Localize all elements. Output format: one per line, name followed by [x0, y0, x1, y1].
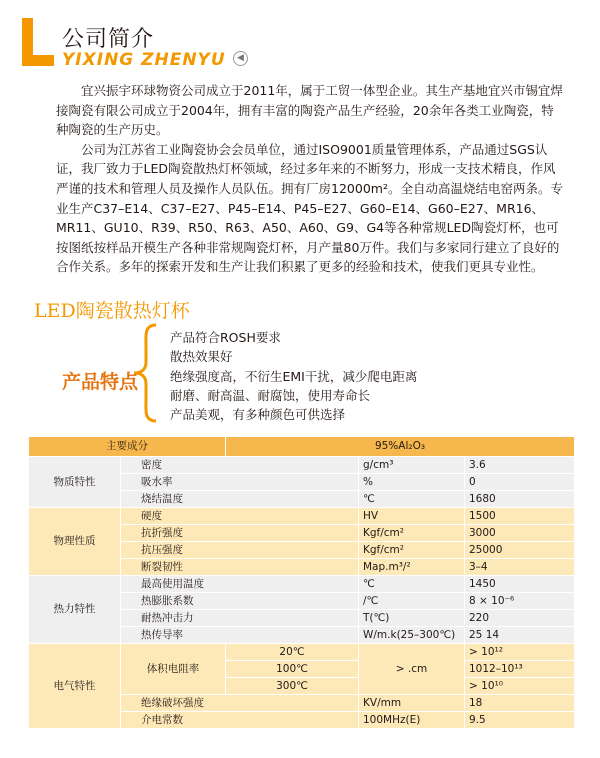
list-item: 散热效果好	[170, 349, 233, 365]
property-name: 抗压强度	[121, 542, 359, 559]
intro-paragraph: 公司为江苏省工业陶瓷协会会员单位，通过ISO9001质量管理体系，产品通过SGS认证，我厂致力于LED陶瓷散热灯杯领域，经过多年来的不断努力，形成一支技术精良，作风严谨的技术和管理人员及操作人员队伍。拥有厂房12000m²。全自动高温烧结电窑两条。专业生产C37–E14、C37–E27、P45–E14、P45–E27、G60–E14、G60–E27、MR16、MR11、GU10、R39、R50、R63、A50、A60、G9、G4等各种常规LED陶瓷灯杯，也可按图纸按样品开模生产各种非常规陶瓷灯杯，月产量80万件。我们与多家同行建立了良好的合作关系。多年的探索开发和生产让我们积累了更多的经验和技术，使我们更具专业性。	[56, 141, 563, 275]
property-value: 8 × 10⁻⁶	[465, 593, 575, 610]
property-value: 3000	[465, 525, 575, 542]
property-value: 0	[465, 474, 575, 491]
list-item: 产品符合ROSH要求	[170, 330, 281, 345]
property-value: 1450	[465, 576, 575, 593]
property-value: 220	[465, 610, 575, 627]
group-label: 物理性质	[29, 508, 121, 576]
property-name: 热传导率	[121, 627, 359, 644]
group-label: 电气特性	[29, 644, 121, 729]
property-unit: /℃	[359, 593, 465, 610]
property-name: 吸水率	[121, 474, 359, 491]
group-label: 热力特性	[29, 576, 121, 644]
property-unit: > .cm	[359, 644, 465, 695]
bracket-decoration	[22, 18, 54, 66]
property-name: 烧结温度	[121, 491, 359, 508]
intro-paragraph: 宜兴振宇环球物资公司成立于2011年，属于工贸一体型企业。其生产基地宜兴市锡宜焊接陶瓷有限公司成立于2004年，拥有丰富的陶瓷产品生产经验，20余年各类工业陶瓷，特种陶瓷的生产历史。	[56, 83, 563, 138]
list-item: 绝缘强度高，不衍生EMI干扰，减少爬电距离	[170, 368, 418, 384]
company-name: YIXING ZHENYU	[62, 50, 226, 70]
property-name: 硬度	[121, 508, 359, 525]
property-unit: %	[359, 474, 465, 491]
property-value: > 10¹⁰	[465, 678, 575, 695]
property-unit: ℃	[359, 576, 465, 593]
property-unit: Map.m³/²	[359, 559, 465, 576]
property-unit: Kgf/cm²	[359, 525, 465, 542]
temperature-label: 300℃	[226, 678, 359, 695]
property-unit: T(℃)	[359, 610, 465, 627]
table-row	[29, 644, 575, 661]
property-name: 密度	[121, 457, 359, 474]
table-row	[29, 508, 575, 525]
property-name: 断裂韧性	[121, 559, 359, 576]
spec-table	[28, 436, 575, 729]
property-unit: ℃	[359, 491, 465, 508]
property-value: 1012–10¹³	[465, 661, 575, 678]
page-header	[0, 0, 600, 80]
list-item: 产品美观，有多种颜色可供选择	[170, 407, 346, 423]
temperature-label: 20℃	[226, 644, 359, 661]
property-unit: Kgf/cm²	[359, 542, 465, 559]
property-value: 25000	[465, 542, 575, 559]
property-unit: KV/mm	[359, 695, 465, 712]
page-title: 公司简介	[62, 27, 155, 52]
property-value: 18	[465, 695, 575, 712]
property-value: 1500	[465, 508, 575, 525]
property-name: 最高使用温度	[121, 576, 359, 593]
table-row	[29, 576, 575, 593]
property-unit: W/m.k(25–300℃)	[359, 627, 465, 644]
property-value: 9.5	[465, 712, 575, 729]
property-value: 25 14	[465, 627, 575, 644]
property-name: 体积电阻率	[121, 644, 226, 695]
property-unit: HV	[359, 508, 465, 525]
property-name: 抗折强度	[121, 525, 359, 542]
group-label: 物质特性	[29, 457, 121, 508]
property-name: 热膨胀系数	[121, 593, 359, 610]
features-list	[170, 328, 417, 424]
property-name: 介电常数	[121, 712, 359, 729]
table-header-row	[29, 437, 575, 457]
table-row	[29, 457, 575, 474]
property-value: > 10¹²	[465, 644, 575, 661]
property-value: 1680	[465, 491, 575, 508]
composition-label: 主要成分	[29, 437, 226, 457]
temperature-label: 100℃	[226, 661, 359, 678]
list-item: 耐磨、耐高温、耐腐蚀，使用寿命长	[170, 387, 371, 403]
property-value: 3–4	[465, 559, 575, 576]
property-unit: 100MHz(E)	[359, 712, 465, 729]
company-intro	[56, 81, 564, 277]
product-title: LED陶瓷散热灯杯	[34, 300, 190, 322]
brace-decoration	[126, 322, 164, 424]
features-label: 产品特点	[62, 371, 139, 393]
property-name: 绝缘破坏强度	[121, 695, 359, 712]
property-value: 3.6	[465, 457, 575, 474]
composition-value: 95%Al₂O₃	[226, 437, 575, 457]
chevron-left-circle-icon[interactable]: ◀	[233, 51, 248, 66]
property-unit: g/cm³	[359, 457, 465, 474]
property-name: 耐热冲击力	[121, 610, 359, 627]
